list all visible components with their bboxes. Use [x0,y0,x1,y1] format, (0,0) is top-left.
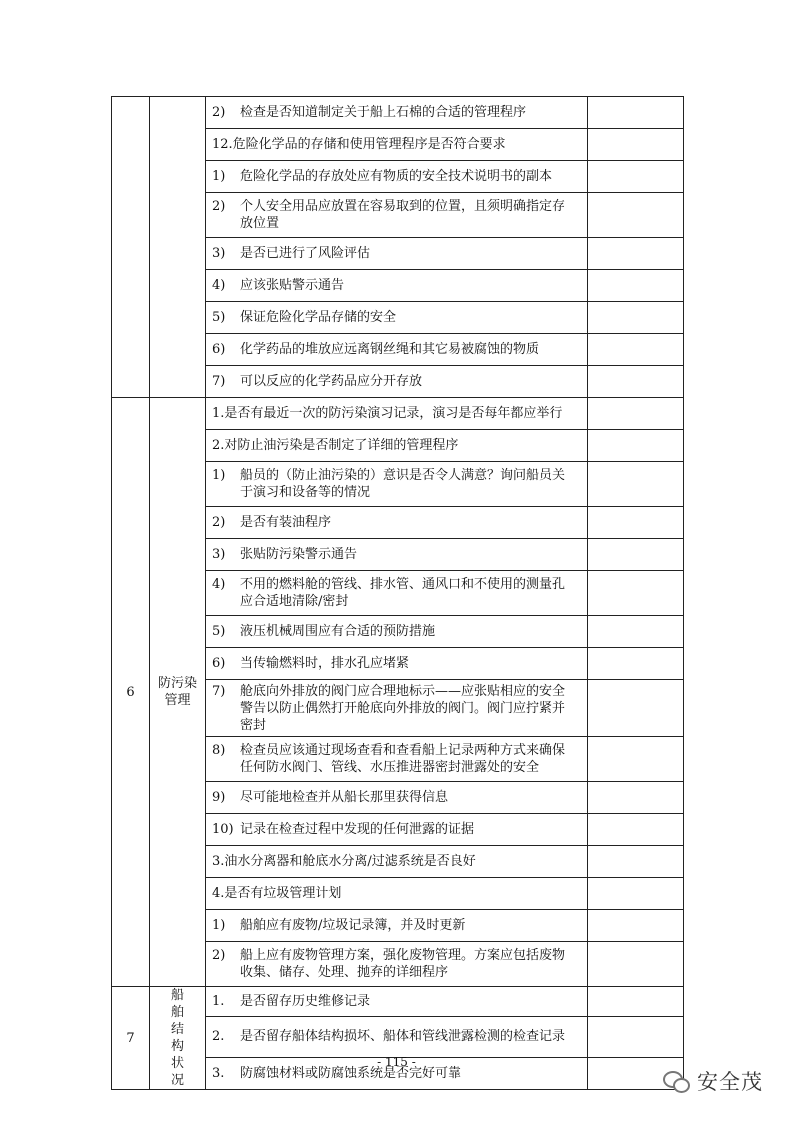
checklist-item [206,648,588,680]
item-number: 6) [212,656,226,671]
checklist-item [206,680,588,737]
item-text: 不用的燃料舱的管线、排水管、通风口和不使用的测量孔应合适地清除/密封 [240,577,566,609]
category-line: 防污染 [157,676,197,691]
checklist-item [206,507,588,539]
item-text: 当传输燃料时，排水孔应堵紧 [240,656,410,671]
item-text: 保证危险化学品存储的安全 [240,310,397,325]
check-result-cell[interactable] [588,910,684,942]
checklist-item [206,878,588,910]
item-number: 1) [212,918,226,933]
item-number: 7) [212,374,226,389]
checklist-item [206,334,588,366]
checklist-item [206,1016,588,1058]
item-number: 5) [212,624,226,639]
check-result-cell[interactable] [588,398,684,430]
checklist-item [206,462,588,507]
section-category [150,987,206,1090]
item-number: 1) [212,169,226,184]
check-result-cell[interactable] [588,942,684,987]
check-result-cell[interactable] [588,193,684,238]
item-text: 可以反应的化学药品应分开存放 [240,374,423,389]
checklist-item [206,782,588,814]
check-result-cell[interactable] [588,430,684,462]
table-row [112,97,684,129]
item-text: 化学药品的堆放应远离钢丝绳和其它易被腐蚀的物质 [240,342,540,357]
item-number: 2) [212,515,226,530]
item-text: 是否已进行了风险评估 [240,246,371,261]
item-text: 船员的（防止油污染的）意识是否令人满意？询问船员关于演习和设备等的情况 [240,468,566,500]
item-number: 9) [212,790,226,805]
item-text: 检查员应该通过现场查看和查看船上记录两种方式来确保任何防水阀门、管线、水压推进器密封泄露处的安全 [240,743,566,775]
checklist-item [206,161,588,193]
section-category [150,398,206,987]
item-number: 3) [212,547,226,562]
item-text: 尽可能地检查并从船长那里获得信息 [240,790,449,805]
item-text: 应该张贴警示通告 [240,278,345,293]
item-number: 3) [212,246,226,261]
item-number: 2. [212,1029,225,1045]
checklist-item [206,97,588,129]
checklist-item [206,910,588,942]
item-number: 4) [212,577,226,592]
category-char: 状 [170,1056,184,1071]
item-number: 6) [212,342,226,357]
check-result-cell[interactable] [588,129,684,161]
item-text: 船上应有废物管理方案，强化废物管理。方案应包括废物收集、储存、处理、抛弃的详细程序 [240,948,566,980]
checklist-item [206,270,588,302]
category-char: 结 [170,1022,184,1037]
check-result-cell[interactable] [588,270,684,302]
item-number: 2) [212,105,226,120]
check-result-cell[interactable] [588,539,684,571]
check-result-cell[interactable] [588,571,684,616]
checklist-item [206,193,588,238]
section-category-cell [150,97,206,398]
item-text: 4.是否有垃圾管理计划 [212,886,342,901]
category-char: 况 [170,1073,184,1088]
item-text: 2.对防止油污染是否制定了详细的管理程序 [212,438,459,453]
check-result-cell[interactable] [588,238,684,270]
table-body [112,97,684,1090]
check-result-cell[interactable] [588,161,684,193]
check-result-cell[interactable] [588,97,684,129]
check-result-cell[interactable] [588,878,684,910]
section-number: 7 [112,987,150,1090]
watermark [663,1066,763,1096]
item-number: 4) [212,278,226,293]
item-text: 液压机械周围应有合适的预防措施 [240,624,436,639]
checklist-item [206,539,588,571]
section-number: 6 [112,398,150,987]
category-char: 船 [170,988,184,1003]
check-result-cell[interactable] [588,334,684,366]
category-char: 构 [170,1039,184,1054]
check-result-cell[interactable] [588,680,684,737]
item-number: 10) [212,822,234,837]
section-number-cell [112,97,150,398]
item-text: 是否留存历史维修记录 [240,993,371,1009]
checklist-item [206,737,588,782]
inspection-checklist-table [111,96,684,1090]
watermark-label: 安全茂 [697,1070,763,1094]
checklist-item [206,571,588,616]
check-result-cell[interactable] [588,462,684,507]
table-row [112,398,684,430]
item-text: 检查是否知道制定关于船上石棉的合适的管理程序 [240,105,527,120]
item-text: 舱底向外排放的阀门应合理地标示——应张贴相应的安全警告以防止偶然打开舱底向外排放的阀门。阀门应拧紧并密封 [240,683,566,733]
item-text: 1.是否有最近一次的防污染演习记录，演习是否每年都应举行 [212,406,563,421]
checklist-item [206,398,588,430]
checklist-item [206,846,588,878]
item-number: 1) [212,468,226,483]
table-row [112,987,684,1017]
check-result-cell[interactable] [588,366,684,398]
item-number: 1. [212,993,225,1009]
item-text: 船舶应有废物/垃圾记录簿，并及时更新 [240,918,466,933]
check-result-cell[interactable] [588,814,684,846]
check-result-cell[interactable] [588,302,684,334]
check-result-cell[interactable] [588,782,684,814]
item-number: 2) [212,199,226,214]
item-number: 5) [212,310,226,325]
item-text: 12.危险化学品的存储和使用管理程序是否符合要求 [212,137,506,152]
check-result-cell[interactable] [588,846,684,878]
checklist-item [206,616,588,648]
item-text: 危险化学品的存放处应有物质的安全技术说明书的副本 [240,169,553,184]
checklist-item [206,430,588,462]
checklist-item [206,942,588,987]
wechat-icon [663,1071,689,1091]
item-number: 2) [212,948,226,963]
check-result-cell[interactable] [588,1016,684,1058]
item-text: 记录在检查过程中发现的任何泄露的证据 [240,822,475,837]
category-line: 管理 [164,693,191,708]
check-result-cell[interactable] [588,616,684,648]
checklist-item [206,814,588,846]
item-number: 3. [212,1066,225,1082]
checklist-item [206,987,588,1017]
item-text: 是否有装油程序 [240,515,332,530]
item-text: 张贴防污染警示通告 [240,547,358,562]
page-number: - 115 - [377,1055,416,1069]
checklist-item [206,238,588,270]
check-result-cell[interactable] [588,648,684,680]
item-number: 7) [212,683,226,699]
checklist-item [206,129,588,161]
item-text: 个人安全用品应放置在容易取到的位置，且须明确指定存放位置 [240,199,566,231]
category-char: 舶 [170,1005,184,1020]
item-number: 8) [212,743,226,758]
checklist-item [206,302,588,334]
check-result-cell[interactable] [588,987,684,1017]
check-result-cell[interactable] [588,507,684,539]
item-text: 防腐蚀材料或防腐蚀系统是否完好可靠 [240,1066,462,1082]
checklist-item [206,366,588,398]
item-text: 3.油水分离器和舱底水分离/过滤系统是否良好 [212,854,476,869]
item-text: 是否留存船体结构损坏、船体和管线泄露检测的检查记录 [240,1029,566,1045]
check-result-cell[interactable] [588,737,684,782]
